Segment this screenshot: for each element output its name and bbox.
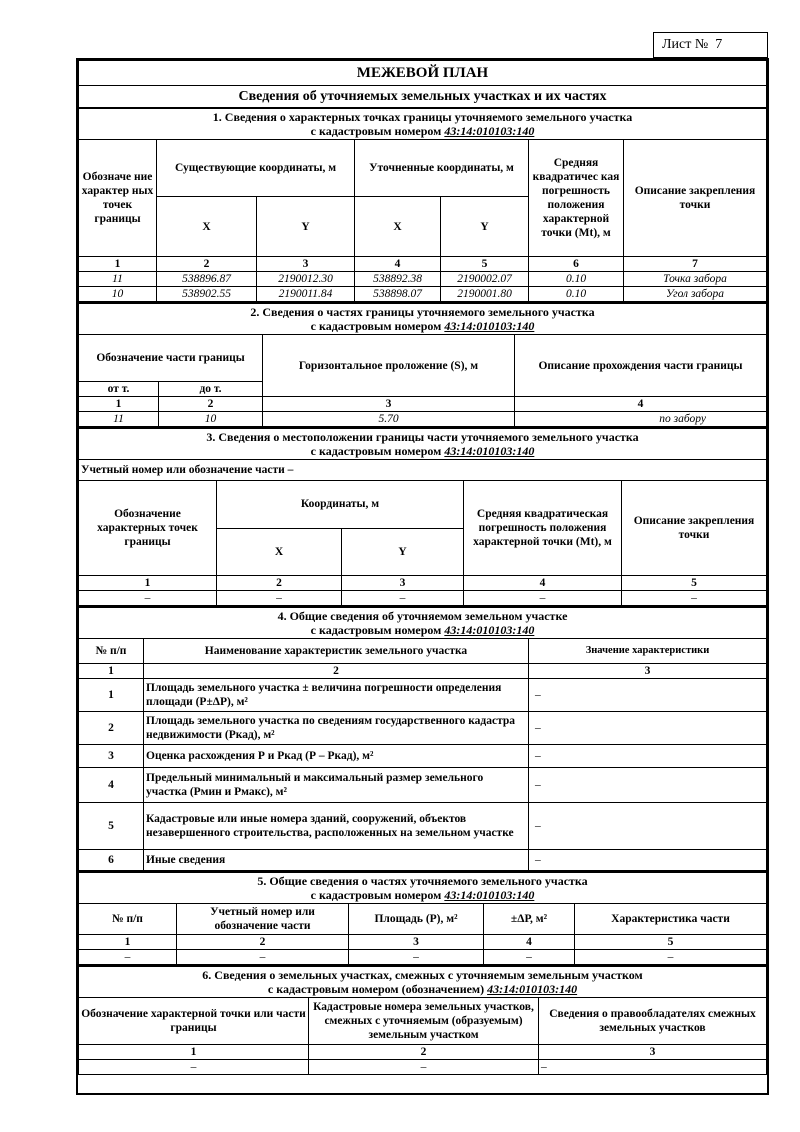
s4-col-num: 2 <box>144 664 529 679</box>
section-4-title: 4. Общие сведения об уточняемом земельном участке <box>277 609 568 623</box>
table-row <box>79 768 767 803</box>
section-5-cad-number: 43:14:010103:140 <box>444 888 535 902</box>
section-2-cad-label: с кадастровым номером <box>310 319 442 333</box>
section-5-title: 5. Общие сведения о частях уточняемого земельного участка <box>257 874 588 888</box>
table-row <box>79 412 767 427</box>
s4-row-value: – <box>529 712 767 745</box>
s3-header-description: Описание закрепления точки <box>622 481 767 576</box>
s5-header-delta: ±ΔР, м² <box>484 904 575 935</box>
section-3-cad-number: 43:14:010103:140 <box>444 444 535 458</box>
section-4-heading <box>79 607 767 639</box>
s1-cell: 2190002.07 <box>441 272 529 287</box>
s3-cell: – <box>342 591 464 606</box>
s6-col-num: 2 <box>309 1045 539 1060</box>
s3-col-num: 1 <box>79 576 217 591</box>
s1-header-existing: Существующие координаты, м <box>157 140 355 197</box>
s4-row-num: 6 <box>79 850 144 871</box>
section-1-cad-number: 43:14:010103:140 <box>444 124 535 138</box>
s5-header-character: Характеристика части <box>575 904 767 935</box>
s1-cell: 538892.38 <box>355 272 441 287</box>
section-6-table <box>78 965 767 1075</box>
s5-header-account: Учетный номер или обозначение части <box>177 904 349 935</box>
section-3-heading <box>79 428 767 460</box>
s4-row-value: – <box>529 745 767 768</box>
s5-cell: – <box>575 950 767 965</box>
s4-row-value: – <box>529 768 767 803</box>
s2-header-part: Обозначение части границы <box>79 335 263 382</box>
s4-header-name: Наименование характеристик земельного участка <box>144 639 529 664</box>
s1-header-designation: Обозначе ние характер ных точек границы <box>79 140 157 257</box>
s1-header-y-refined: Y <box>441 197 529 257</box>
s4-row-num: 3 <box>79 745 144 768</box>
s1-header-error: Средняя квадратичес кая погрешность положения характерной точки (Mt), м <box>529 140 624 257</box>
s3-cell: – <box>79 591 217 606</box>
section-5-heading <box>79 872 767 904</box>
page-title: МЕЖЕВОЙ ПЛАН <box>79 61 767 86</box>
s3-header-error: Средняя квадратическая погрешность положения характерной точки (Mt), м <box>464 481 622 576</box>
s2-header-to: до т. <box>159 382 263 397</box>
section-2-heading <box>79 303 767 335</box>
s1-col-num: 1 <box>79 257 157 272</box>
s4-header-num: № п/п <box>79 639 144 664</box>
title-table <box>78 60 767 108</box>
table-row <box>79 679 767 712</box>
page-subtitle: Сведения об уточняемых земельных участках и их частях <box>79 86 767 108</box>
section-2-title: 2. Сведения о частях границы уточняемого земельного участка <box>250 305 595 319</box>
s5-cell: – <box>177 950 349 965</box>
s1-cell: 2190001.80 <box>441 287 529 302</box>
section-6-cad-label: с кадастровым номером (обозначением) <box>267 982 485 996</box>
section-3-cad-label: с кадастровым номером <box>310 444 442 458</box>
s3-cell: – <box>464 591 622 606</box>
s4-header-value: Значение характеристики <box>529 639 767 664</box>
s4-col-num: 1 <box>79 664 144 679</box>
s2-cell: по забору <box>515 412 767 427</box>
table-row <box>79 591 767 606</box>
s4-row-num: 5 <box>79 803 144 850</box>
s3-header-y: Y <box>342 528 464 576</box>
s1-cell: 538896.87 <box>157 272 257 287</box>
s6-col-num: 3 <box>539 1045 767 1060</box>
s1-cell: 0.10 <box>529 272 624 287</box>
s5-col-num: 1 <box>79 935 177 950</box>
s6-cell: – <box>539 1060 767 1075</box>
section-6-cad-number: 43:14:010103:140 <box>487 982 578 996</box>
s1-cell: Угол забора <box>624 287 767 302</box>
s3-header-designation: Обозначение характерных точек границы <box>79 481 217 576</box>
section-1-title: 1. Сведения о характерных точках границы уточняемого земельного участка <box>212 110 633 124</box>
s2-header-passage: Описание прохождения части границы <box>515 335 767 397</box>
s5-col-num: 2 <box>177 935 349 950</box>
s4-row-value: – <box>529 850 767 871</box>
s1-header-y-existing: Y <box>257 197 355 257</box>
s2-header-horizontal: Горизонтальное проложение (S), м <box>263 335 515 397</box>
s2-col-num: 3 <box>263 397 515 412</box>
s3-header-x: X <box>217 528 342 576</box>
s3-header-coords: Координаты, м <box>217 481 464 529</box>
s3-col-num: 3 <box>342 576 464 591</box>
s6-cell: – <box>79 1060 309 1075</box>
s6-header-numbers: Кадастровые номера земельных участков, смежных с уточняемым (образуемым) земельным участком <box>309 998 539 1045</box>
s4-row-num: 2 <box>79 712 144 745</box>
section-6-heading <box>79 966 767 998</box>
s1-col-num: 6 <box>529 257 624 272</box>
s2-header-from: от т. <box>79 382 159 397</box>
s1-col-num: 7 <box>624 257 767 272</box>
table-row <box>79 745 767 768</box>
section-2-cad-number: 43:14:010103:140 <box>444 319 535 333</box>
s2-col-num: 4 <box>515 397 767 412</box>
s4-row-text: Площадь земельного участка по сведениям государственного кадастра недвижимости (Ркад), м² <box>144 712 529 745</box>
s1-cell: Точка забора <box>624 272 767 287</box>
section-4-cad-number: 43:14:010103:140 <box>444 623 535 637</box>
boundary-plan-form <box>76 58 769 1095</box>
s4-row-text: Предельный минимальный и максимальный размер земельного участка (Рмин и Рмакс), м² <box>144 768 529 803</box>
s6-col-num: 1 <box>79 1045 309 1060</box>
s5-cell: – <box>79 950 177 965</box>
section-5-table <box>78 871 767 965</box>
s6-header-owners: Сведения о правообладателях смежных земельных участков <box>539 998 767 1045</box>
s2-cell: 10 <box>159 412 263 427</box>
section-6-title: 6. Сведения о земельных участках, смежных с уточняемым земельным участком <box>202 968 643 982</box>
s4-row-text: Кадастровые или иные номера зданий, сооружений, объектов незавершенного строительства, расположенных на земельном участке <box>144 803 529 850</box>
s1-cell: 2190012.30 <box>257 272 355 287</box>
s1-col-num: 3 <box>257 257 355 272</box>
s3-col-num: 5 <box>622 576 767 591</box>
s3-cell: – <box>622 591 767 606</box>
table-row <box>79 272 767 287</box>
s2-col-num: 1 <box>79 397 159 412</box>
s6-cell: – <box>309 1060 539 1075</box>
s4-row-num: 1 <box>79 679 144 712</box>
s5-header-num: № п/п <box>79 904 177 935</box>
s5-cell: – <box>484 950 575 965</box>
s1-cell: 538902.55 <box>157 287 257 302</box>
s4-row-value: – <box>529 803 767 850</box>
s3-col-num: 2 <box>217 576 342 591</box>
table-row <box>79 803 767 850</box>
s3-col-num: 4 <box>464 576 622 591</box>
s1-header-description: Описание закрепления точки <box>624 140 767 257</box>
sheet-label: Лист № <box>662 37 709 52</box>
section-3-table <box>78 427 767 606</box>
s4-row-text: Оценка расхождения Р и Ркад (Р – Ркад), м² <box>144 745 529 768</box>
s1-header-refined: Уточненные координаты, м <box>355 140 529 197</box>
s3-account-label: Учетный номер или обозначение части – <box>79 460 767 481</box>
table-row <box>79 1060 767 1075</box>
s6-header-point: Обозначение характерной точки или части границы <box>79 998 309 1045</box>
section-4-cad-label: с кадастровым номером <box>310 623 442 637</box>
s4-row-text: Площадь земельного участка ± величина погрешности определения площади (Р±ΔР), м² <box>144 679 529 712</box>
s2-col-num: 2 <box>159 397 263 412</box>
section-1-cad-label: с кадастровым номером <box>310 124 442 138</box>
sheet-number-box <box>653 32 768 58</box>
s1-cell: 2190011.84 <box>257 287 355 302</box>
s1-col-num: 2 <box>157 257 257 272</box>
sheet-number: 7 <box>715 37 723 52</box>
s2-cell: 11 <box>79 412 159 427</box>
s1-col-num: 4 <box>355 257 441 272</box>
section-2-table <box>78 302 767 427</box>
s4-row-text: Иные сведения <box>144 850 529 871</box>
s1-header-x-existing: X <box>157 197 257 257</box>
s5-col-num: 3 <box>349 935 484 950</box>
section-3-title: 3. Сведения о местоположении границы части уточняемого земельного участка <box>206 430 639 444</box>
s5-header-area: Площадь (Р), м² <box>349 904 484 935</box>
s5-col-num: 5 <box>575 935 767 950</box>
s1-cell: 11 <box>79 272 157 287</box>
section-1-heading <box>79 109 767 140</box>
s4-row-num: 4 <box>79 768 144 803</box>
section-4-table <box>78 606 767 871</box>
s1-cell: 10 <box>79 287 157 302</box>
s1-cell: 538898.07 <box>355 287 441 302</box>
table-row <box>79 712 767 745</box>
s1-cell: 0.10 <box>529 287 624 302</box>
table-row <box>79 287 767 302</box>
s4-row-value: – <box>529 679 767 712</box>
s3-cell: – <box>217 591 342 606</box>
table-row <box>79 850 767 871</box>
section-5-cad-label: с кадастровым номером <box>310 888 442 902</box>
s1-col-num: 5 <box>441 257 529 272</box>
s2-cell: 5.70 <box>263 412 515 427</box>
table-row <box>79 950 767 965</box>
s5-col-num: 4 <box>484 935 575 950</box>
s4-col-num: 3 <box>529 664 767 679</box>
s1-header-x-refined: X <box>355 197 441 257</box>
section-1-table <box>78 108 767 302</box>
s5-cell: – <box>349 950 484 965</box>
